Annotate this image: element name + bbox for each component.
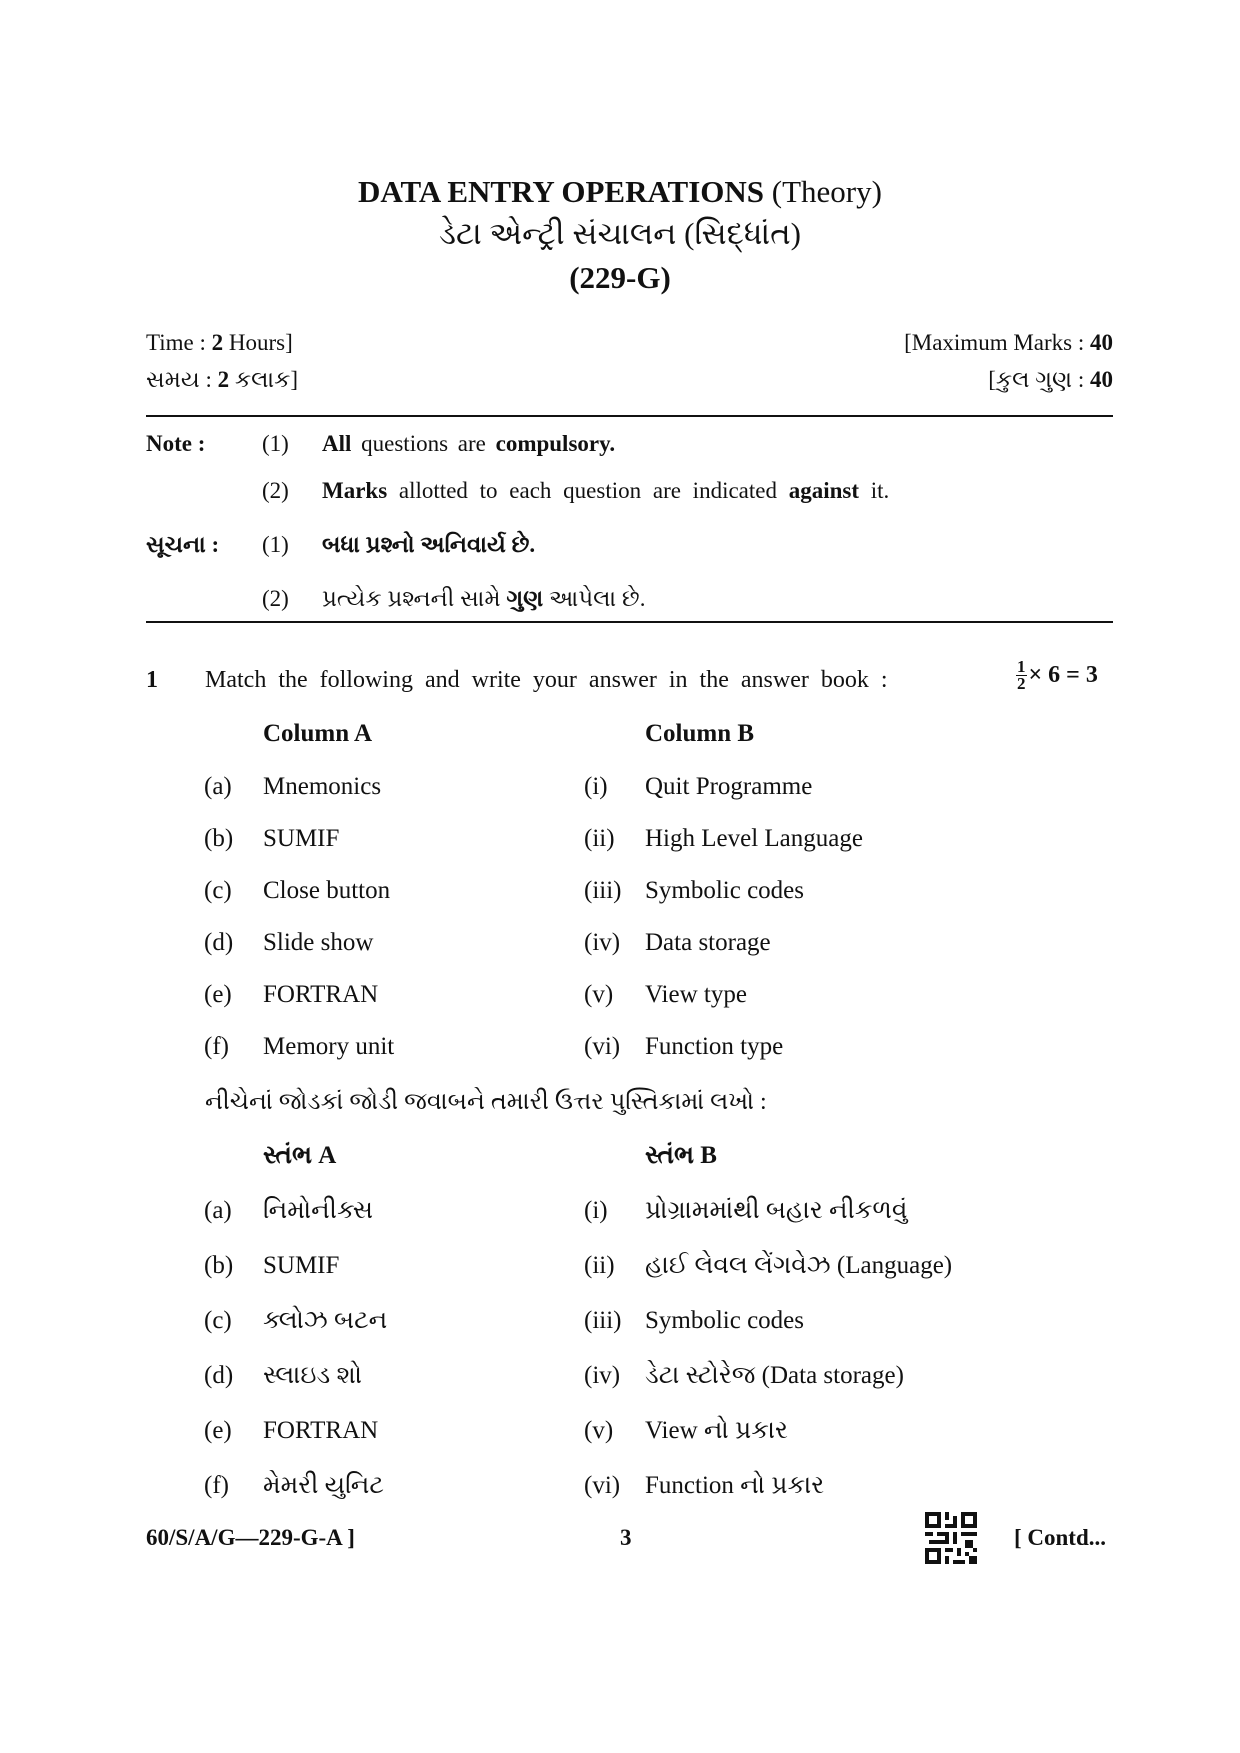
match-en-column-b-item: Function type bbox=[645, 1033, 784, 1060]
match-en-column-b-item: Symbolic codes bbox=[645, 877, 805, 904]
match-gu-numeral: (iii) bbox=[584, 1307, 622, 1334]
note-1-number: (1) bbox=[262, 431, 289, 456]
page-number: 3 bbox=[620, 1525, 632, 1550]
match-gu-column-a-item: નિમોનીક્સ bbox=[263, 1197, 373, 1224]
match-gu-column-b-item: હાઈ લેવલ લેંગવેઝ (Language) bbox=[645, 1252, 953, 1279]
question-number: 1 bbox=[146, 667, 158, 693]
match-gu-column-a-item: ક્લોઝ બટન bbox=[263, 1307, 388, 1334]
match-en-letter: (b) bbox=[204, 825, 234, 852]
match-en-column-a-item: Mnemonics bbox=[263, 773, 382, 800]
note-gu-1-number: (1) bbox=[262, 532, 289, 557]
match-gu-column-b-item: Symbolic codes bbox=[645, 1307, 805, 1334]
question-marks: $\frac{1}{2}$ × 6 = 3 bbox=[1017, 657, 1098, 693]
divider-top bbox=[146, 415, 1113, 417]
match-en-letter: (f) bbox=[204, 1033, 229, 1060]
qr-code-icon bbox=[925, 1512, 977, 1564]
match-gu-letter: (f) bbox=[204, 1472, 229, 1499]
match-en-column-b-item: Quit Programme bbox=[645, 773, 813, 800]
match-gu-column-b-item: પ્રોગ્રામમાંથી બહાર નીકળવું bbox=[645, 1197, 908, 1224]
question-text-gu: નીચેનાં જોડકાં જોડી જવાબને તમારી ઉત્તર પુસ્તિકામાં લખો : bbox=[205, 1089, 767, 1115]
continued-label: [ Contd... bbox=[1014, 1525, 1107, 1550]
note-2-number: (2) bbox=[262, 478, 289, 503]
match-en-numeral: (i) bbox=[584, 773, 608, 800]
note-label-en: Note : bbox=[146, 431, 206, 456]
match-gu-column-a-item: મેમરી યુનિટ bbox=[263, 1472, 384, 1499]
note-label-gu: સૂચના : bbox=[146, 532, 220, 557]
match-gu-numeral: (vi) bbox=[584, 1472, 621, 1499]
divider-bottom bbox=[146, 621, 1113, 623]
match-en-column-a-item: Close button bbox=[263, 877, 391, 904]
match-gu-numeral: (v) bbox=[584, 1417, 614, 1444]
note-gu-1-text: બધા પ્રશ્નો અનિવાર્ય છે. bbox=[322, 532, 536, 557]
note-2-text: Marks allotted to each question are indicated against it. bbox=[322, 478, 890, 503]
column-b-header-en: Column B bbox=[645, 720, 755, 747]
match-gu-numeral: (i) bbox=[584, 1197, 608, 1224]
title-gujarati: ડેટા એન્ટ્રી સંચાલન (સિદ્ધાંત) bbox=[439, 216, 801, 251]
max-marks-en: [Maximum Marks : 40 bbox=[904, 330, 1113, 355]
title-english: DATA ENTRY OPERATIONS (Theory) bbox=[358, 174, 882, 209]
match-en-letter: (c) bbox=[204, 877, 232, 904]
match-gu-letter: (b) bbox=[204, 1252, 234, 1279]
match-en-numeral: (iii) bbox=[584, 877, 622, 904]
match-en-column-a-item: Memory unit bbox=[263, 1033, 395, 1060]
column-b-header-gu: સ્તંભ B bbox=[645, 1142, 717, 1169]
question-text-en: Match the following and write your answer in the answer book : bbox=[205, 667, 888, 693]
note-1-text: All questions are compulsory. bbox=[322, 431, 616, 456]
match-en-letter: (d) bbox=[204, 929, 234, 956]
match-gu-column-b-item: View નો પ્રકાર bbox=[645, 1417, 788, 1444]
subject-code: (229-G) bbox=[569, 260, 671, 295]
match-en-numeral: (ii) bbox=[584, 825, 615, 852]
match-en-column-a-item: SUMIF bbox=[263, 825, 340, 852]
match-en-numeral: (vi) bbox=[584, 1033, 621, 1060]
match-en-column-b-item: View type bbox=[645, 981, 747, 1008]
max-marks-gu: [કુલ ગુણ : 40 bbox=[988, 367, 1113, 392]
match-gu-letter: (c) bbox=[204, 1307, 232, 1334]
note-gu-2-number: (2) bbox=[262, 586, 289, 611]
match-gu-column-a-item: સ્લાઇડ શો bbox=[263, 1362, 362, 1389]
match-en-column-b-item: Data storage bbox=[645, 929, 771, 956]
match-gu-column-a-item: SUMIF bbox=[263, 1252, 340, 1279]
match-gu-column-a-item: FORTRAN bbox=[263, 1417, 379, 1444]
match-gu-letter: (e) bbox=[204, 1417, 232, 1444]
column-a-header-gu: સ્તંભ A bbox=[263, 1142, 337, 1169]
match-gu-column-b-item: ડેટા સ્ટોરેજ (Data storage) bbox=[645, 1362, 904, 1389]
match-gu-numeral: (iv) bbox=[584, 1362, 621, 1389]
match-en-column-b-item: High Level Language bbox=[645, 825, 863, 852]
match-gu-numeral: (ii) bbox=[584, 1252, 615, 1279]
column-a-header-en: Column A bbox=[263, 720, 373, 747]
time-gu: સમય : 2 કલાક] bbox=[146, 367, 299, 392]
match-en-letter: (e) bbox=[204, 981, 232, 1008]
note-gu-2-text: પ્રત્યેક પ્રશ્નની સામે ગુણ આપેલા છે. bbox=[322, 586, 646, 611]
match-gu-column-b-item: Function નો પ્રકાર bbox=[645, 1472, 825, 1499]
match-en-column-a-item: Slide show bbox=[263, 929, 374, 956]
match-en-numeral: (v) bbox=[584, 981, 614, 1008]
match-en-letter: (a) bbox=[204, 773, 232, 800]
match-gu-letter: (a) bbox=[204, 1197, 232, 1224]
footer-code: 60/S/A/G—229-G-A ] bbox=[146, 1525, 355, 1550]
match-en-numeral: (iv) bbox=[584, 929, 621, 956]
time-en: Time : 2 Hours] bbox=[146, 330, 293, 355]
marks-fraction: $\frac{1}{2}$ bbox=[1017, 657, 1026, 693]
match-en-column-a-item: FORTRAN bbox=[263, 981, 379, 1008]
match-gu-letter: (d) bbox=[204, 1362, 234, 1389]
